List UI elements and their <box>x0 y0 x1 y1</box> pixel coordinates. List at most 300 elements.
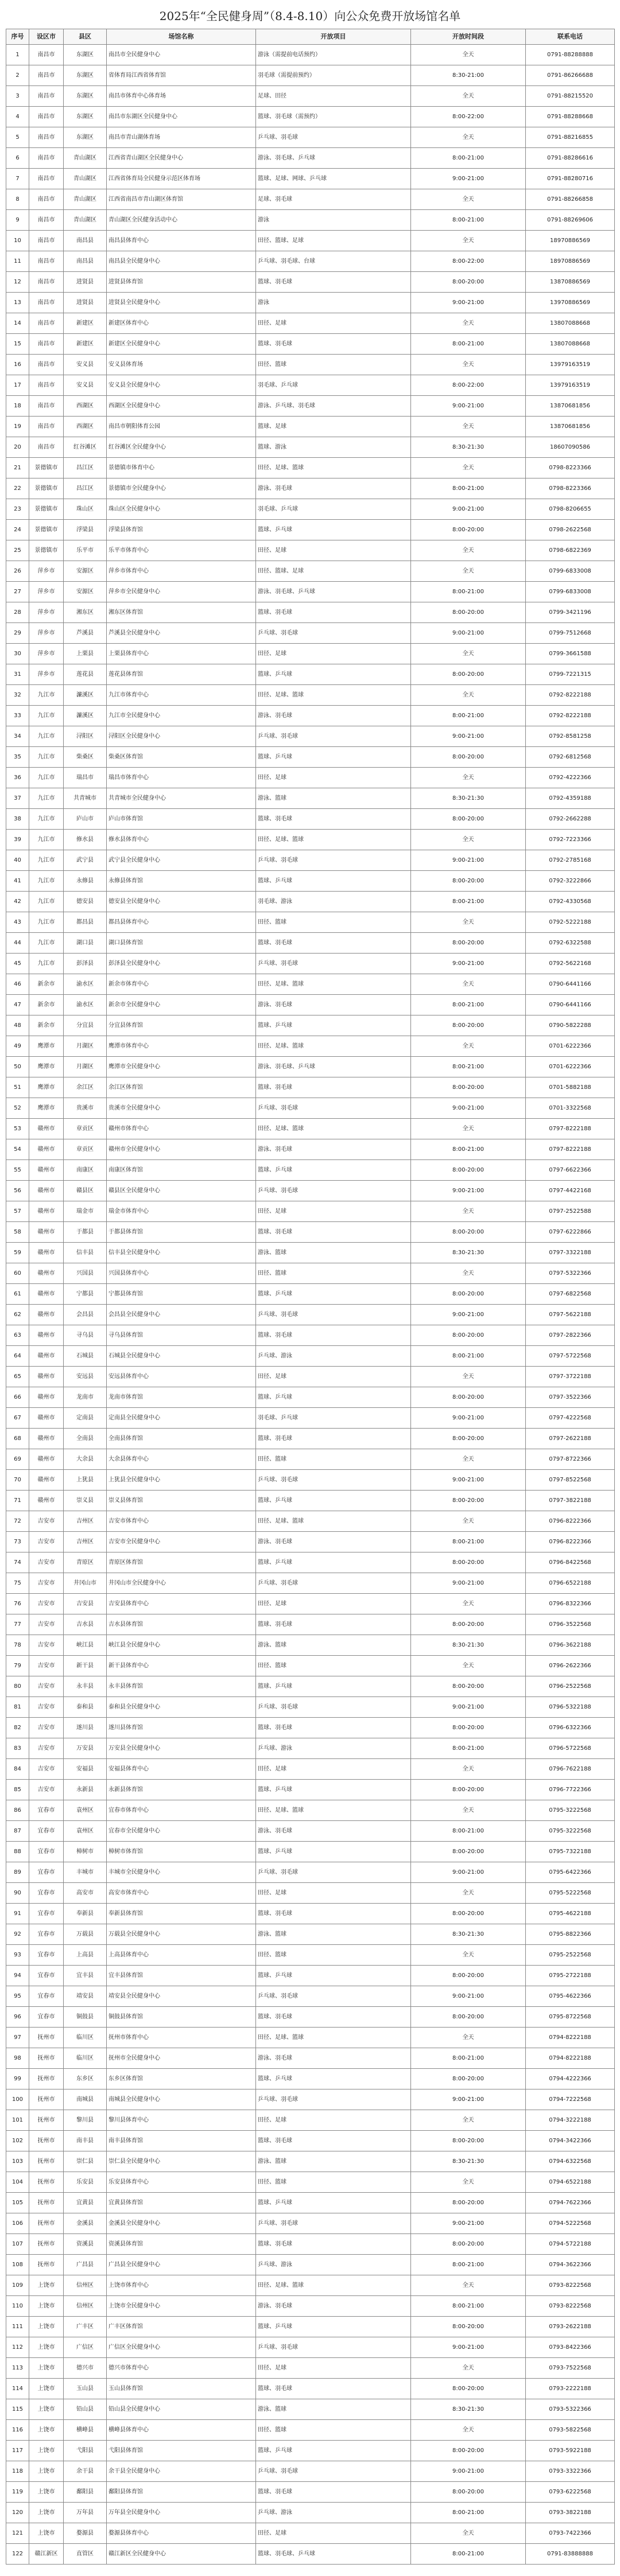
cell-hours: 8:30-21:30 <box>411 2399 526 2420</box>
cell-city: 南昌市 <box>29 396 64 417</box>
cell-hours: 8:00-20:00 <box>411 2317 526 2337</box>
cell-district: 武宁县 <box>64 850 107 871</box>
cell-index: 32 <box>6 685 29 706</box>
cell-index: 20 <box>6 437 29 458</box>
cell-phone: 0794-3622366 <box>526 2255 615 2275</box>
cell-district: 靖安县 <box>64 1986 107 2007</box>
cell-district: 青山湖区 <box>64 210 107 231</box>
cell-venue: 庐山市体育馆 <box>107 809 256 830</box>
table-row <box>6 664 615 685</box>
cell-venue: 广信区全民健身中心 <box>107 2337 256 2358</box>
cell-hours: 8:00-20:00 <box>411 1491 526 1511</box>
cell-hours: 9:00-21:00 <box>411 1098 526 1119</box>
cell-index: 6 <box>6 148 29 169</box>
cell-venue: 信丰县全民健身中心 <box>107 1243 256 1263</box>
cell-hours: 8:00-21:00 <box>411 148 526 169</box>
table-row <box>6 1986 615 2007</box>
table-row <box>6 458 615 478</box>
cell-items: 乒乓球、羽毛球 <box>256 1470 411 1491</box>
cell-venue: 赣县区全民健身中心 <box>107 1181 256 1201</box>
cell-items: 田径、篮球 <box>256 355 411 375</box>
cell-phone: 0795-5222568 <box>526 1883 615 1904</box>
cell-city: 景德镇市 <box>29 458 64 478</box>
cell-index: 63 <box>6 1325 29 1346</box>
table-row <box>6 933 615 954</box>
cell-index: 120 <box>6 2503 29 2523</box>
cell-district: 铅山县 <box>64 2399 107 2420</box>
table-row <box>6 1181 615 1201</box>
cell-hours: 8:00-20:00 <box>411 1077 526 1098</box>
table-row <box>6 768 615 788</box>
table-row <box>6 1263 615 1284</box>
cell-venue: 万年县全民健身中心 <box>107 2503 256 2523</box>
cell-hours: 全天 <box>411 458 526 478</box>
cell-venue: 修水县体育中心 <box>107 830 256 850</box>
cell-items: 田径、足球、篮球 <box>256 1800 411 1821</box>
table-row <box>6 747 615 768</box>
table-row <box>6 1119 615 1139</box>
table-row <box>6 499 615 520</box>
cell-city: 赣江新区 <box>29 2544 64 2565</box>
table-row <box>6 189 615 210</box>
cell-district: 宜丰县 <box>64 1966 107 1986</box>
cell-hours: 全天 <box>411 912 526 933</box>
cell-phone: 0796-2522568 <box>526 1676 615 1697</box>
table-row <box>6 1924 615 1945</box>
cell-venue: 铜鼓县体育馆 <box>107 2007 256 2028</box>
table-row <box>6 1429 615 1449</box>
cell-hours: 8:30-21:30 <box>411 2151 526 2172</box>
cell-index: 47 <box>6 995 29 1015</box>
table-row <box>6 1883 615 1904</box>
cell-index: 42 <box>6 892 29 912</box>
table-row <box>6 1201 615 1222</box>
cell-district: 东湖区 <box>64 127 107 148</box>
cell-hours: 9:00-21:00 <box>411 850 526 871</box>
cell-city: 新余市 <box>29 995 64 1015</box>
table-row <box>6 2441 615 2461</box>
cell-index: 53 <box>6 1119 29 1139</box>
cell-hours: 8:00-20:00 <box>411 2069 526 2089</box>
table-row <box>6 1057 615 1077</box>
cell-hours: 全天 <box>411 1201 526 1222</box>
cell-district: 月湖区 <box>64 1036 107 1057</box>
cell-index: 92 <box>6 1924 29 1945</box>
cell-district: 珠山区 <box>64 499 107 520</box>
cell-phone: 0792-4222366 <box>526 768 615 788</box>
table-row <box>6 1966 615 1986</box>
cell-items: 篮球、羽毛球 <box>256 1222 411 1243</box>
cell-items: 游泳、羽毛球 <box>256 2296 411 2317</box>
table-row <box>6 1573 615 1594</box>
cell-city: 抚州市 <box>29 2089 64 2110</box>
cell-items: 田径、足球 <box>256 2523 411 2544</box>
cell-city: 吉安市 <box>29 1635 64 1656</box>
cell-district: 万安县 <box>64 1738 107 1759</box>
table-row <box>6 1738 615 1759</box>
cell-phone: 0791-88288668 <box>526 107 615 127</box>
cell-district: 德兴市 <box>64 2358 107 2379</box>
cell-city: 南昌市 <box>29 86 64 107</box>
cell-items: 游泳、篮球 <box>256 2151 411 2172</box>
cell-hours: 8:00-21:00 <box>411 1532 526 1552</box>
table-row <box>6 1367 615 1387</box>
table-body <box>6 45 615 2565</box>
cell-district: 南昌县 <box>64 251 107 272</box>
cell-hours: 9:00-21:00 <box>411 1862 526 1883</box>
cell-items: 田径、篮球、足球 <box>256 231 411 251</box>
cell-district: 吉水县 <box>64 1614 107 1635</box>
cell-items: 篮球、羽毛球 <box>256 272 411 293</box>
cell-hours: 全天 <box>411 644 526 664</box>
cell-hours: 全天 <box>411 685 526 706</box>
cell-index: 119 <box>6 2482 29 2503</box>
cell-venue: 樟树市体育馆 <box>107 1842 256 1862</box>
cell-index: 104 <box>6 2172 29 2193</box>
cell-index: 44 <box>6 933 29 954</box>
cell-items: 篮球、羽毛球 <box>256 2234 411 2255</box>
cell-items: 篮球、乒乓球 <box>256 1552 411 1573</box>
cell-phone: 13979163519 <box>526 375 615 396</box>
cell-index: 9 <box>6 210 29 231</box>
cell-district: 万年县 <box>64 2503 107 2523</box>
cell-index: 2 <box>6 65 29 86</box>
cell-index: 29 <box>6 623 29 644</box>
cell-city: 上饶市 <box>29 2523 64 2544</box>
table-row <box>6 1222 615 1243</box>
cell-district: 青原区 <box>64 1552 107 1573</box>
cell-city: 吉安市 <box>29 1780 64 1800</box>
cell-venue: 井冈山市全民健身中心 <box>107 1573 256 1594</box>
cell-venue: 宜春市全民健身中心 <box>107 1821 256 1842</box>
table-row <box>6 127 615 148</box>
cell-index: 35 <box>6 747 29 768</box>
cell-items: 乒乓球、羽毛球 <box>256 2213 411 2234</box>
table-row <box>6 2275 615 2296</box>
cell-phone: 0794-6522188 <box>526 2172 615 2193</box>
cell-index: 52 <box>6 1098 29 1119</box>
cell-phone: 0799-3421196 <box>526 602 615 623</box>
cell-items: 篮球、羽毛球 <box>256 1718 411 1738</box>
cell-phone: 0795-3222568 <box>526 1821 615 1842</box>
cell-hours: 全天 <box>411 313 526 334</box>
table-row <box>6 2089 615 2110</box>
table-row <box>6 437 615 458</box>
cell-items: 田径、篮球 <box>256 1449 411 1470</box>
cell-city: 九江市 <box>29 788 64 809</box>
cell-hours: 8:00-21:00 <box>411 1139 526 1160</box>
table-row <box>6 1904 615 1924</box>
cell-district: 南城县 <box>64 2089 107 2110</box>
table-row <box>6 1325 615 1346</box>
table-row <box>6 1015 615 1036</box>
cell-city: 宜春市 <box>29 1945 64 1966</box>
cell-phone: 0794-8222188 <box>526 2048 615 2069</box>
cell-items: 田径、足球 <box>256 540 411 561</box>
cell-venue: 于都县体育馆 <box>107 1222 256 1243</box>
table-row <box>6 2317 615 2337</box>
cell-items: 篮球、乒乓球 <box>256 1387 411 1408</box>
cell-hours: 8:00-20:00 <box>411 664 526 685</box>
cell-items: 篮球、乒乓球 <box>256 871 411 892</box>
cell-index: 17 <box>6 375 29 396</box>
cell-index: 94 <box>6 1966 29 1986</box>
cell-city: 抚州市 <box>29 2234 64 2255</box>
cell-venue: 江西省青山湖区全民健身中心 <box>107 148 256 169</box>
cell-hours: 全天 <box>411 830 526 850</box>
cell-district: 浮梁县 <box>64 520 107 540</box>
cell-venue: 金溪县全民健身中心 <box>107 2213 256 2234</box>
table-row <box>6 2110 615 2131</box>
cell-phone: 0701-3322568 <box>526 1098 615 1119</box>
cell-city: 景德镇市 <box>29 499 64 520</box>
table-row <box>6 1697 615 1718</box>
cell-city: 赣州市 <box>29 1449 64 1470</box>
table-row <box>6 892 615 912</box>
table-row <box>6 2482 615 2503</box>
cell-hours: 8:30-21:30 <box>411 788 526 809</box>
cell-phone: 0792-4359188 <box>526 788 615 809</box>
cell-phone: 0797-8222188 <box>526 1119 615 1139</box>
cell-district: 南康区 <box>64 1160 107 1181</box>
cell-hours: 8:00-21:00 <box>411 334 526 355</box>
cell-phone: 0793-3322366 <box>526 2461 615 2482</box>
cell-hours: 8:00-20:00 <box>411 2007 526 2028</box>
cell-venue: 会昌县全民健身中心 <box>107 1305 256 1325</box>
table-row <box>6 1780 615 1800</box>
cell-district: 全南县 <box>64 1429 107 1449</box>
cell-hours: 全天 <box>411 417 526 437</box>
cell-district: 广丰区 <box>64 2317 107 2337</box>
cell-index: 34 <box>6 726 29 747</box>
cell-venue: 吉安县体育中心 <box>107 1594 256 1614</box>
cell-venue: 泰和县全民健身中心 <box>107 1697 256 1718</box>
cell-phone: 0795-7322188 <box>526 1842 615 1862</box>
cell-hours: 全天 <box>411 1511 526 1532</box>
header-hours: 开放时间段 <box>411 29 526 45</box>
cell-items: 游泳、羽毛球、乒乓球 <box>256 582 411 602</box>
table-row <box>6 582 615 602</box>
cell-district: 直管区 <box>64 2544 107 2565</box>
header-city: 设区市 <box>29 29 64 45</box>
cell-venue: 南城县全民健身中心 <box>107 2089 256 2110</box>
table-row <box>6 726 615 747</box>
table-row <box>6 1491 615 1511</box>
table-row <box>6 1532 615 1552</box>
table-row <box>6 2461 615 2482</box>
cell-hours: 9:00-21:00 <box>411 2213 526 2234</box>
cell-city: 吉安市 <box>29 1614 64 1635</box>
cell-city: 九江市 <box>29 912 64 933</box>
cell-phone: 0797-5722568 <box>526 1346 615 1367</box>
cell-items: 乒乓球、羽毛球 <box>256 850 411 871</box>
cell-venue: 江西省南昌市青山湖区体育馆 <box>107 189 256 210</box>
cell-index: 82 <box>6 1718 29 1738</box>
cell-items: 乒乓球、游泳 <box>256 1738 411 1759</box>
cell-items: 篮球、乒乓球 <box>256 1160 411 1181</box>
cell-items: 游泳、羽毛球 <box>256 1139 411 1160</box>
cell-city: 赣州市 <box>29 1160 64 1181</box>
cell-venue: 南昌县体育中心 <box>107 231 256 251</box>
cell-index: 22 <box>6 478 29 499</box>
cell-city: 赣州市 <box>29 1222 64 1243</box>
page-title: 2025年“全民健身周”（8.4-8.10）向公众免费开放场馆名单 <box>159 9 461 23</box>
cell-index: 14 <box>6 313 29 334</box>
cell-district: 昌江区 <box>64 478 107 499</box>
cell-hours: 8:00-20:00 <box>411 1387 526 1408</box>
cell-phone: 0794-7622366 <box>526 2193 615 2213</box>
cell-index: 113 <box>6 2358 29 2379</box>
cell-district: 西湖区 <box>64 417 107 437</box>
cell-items: 篮球、羽毛球 <box>256 602 411 623</box>
cell-city: 九江市 <box>29 954 64 974</box>
cell-city: 九江市 <box>29 685 64 706</box>
cell-district: 永丰县 <box>64 1676 107 1697</box>
cell-city: 赣州市 <box>29 1346 64 1367</box>
cell-district: 余干县 <box>64 2461 107 2482</box>
cell-phone: 0793-8222568 <box>526 2296 615 2317</box>
table-row <box>6 396 615 417</box>
cell-city: 鹰潭市 <box>29 1077 64 1098</box>
cell-index: 26 <box>6 561 29 582</box>
cell-index: 60 <box>6 1263 29 1284</box>
cell-venue: 赣州市全民健身中心 <box>107 1139 256 1160</box>
cell-items: 田径、篮球 <box>256 1656 411 1676</box>
cell-phone: 0792-6322588 <box>526 933 615 954</box>
table-row <box>6 2069 615 2089</box>
cell-district: 章贡区 <box>64 1139 107 1160</box>
cell-phone: 0796-2622366 <box>526 1656 615 1676</box>
cell-venue: 红谷滩区全民健身中心 <box>107 437 256 458</box>
cell-venue: 新建区全民健身中心 <box>107 334 256 355</box>
cell-items: 篮球、足球、网球、乒乓球 <box>256 169 411 189</box>
cell-city: 宜春市 <box>29 1821 64 1842</box>
cell-venue: 吉水县体育馆 <box>107 1614 256 1635</box>
cell-district: 崇仁县 <box>64 2151 107 2172</box>
cell-phone: 0796-6522188 <box>526 1573 615 1594</box>
cell-index: 74 <box>6 1552 29 1573</box>
cell-city: 九江市 <box>29 747 64 768</box>
cell-city: 吉安市 <box>29 1552 64 1573</box>
cell-phone: 0794-6322568 <box>526 2151 615 2172</box>
cell-items: 篮球、羽毛球 <box>256 2007 411 2028</box>
cell-items: 田径、足球、篮球 <box>256 685 411 706</box>
cell-district: 上高县 <box>64 1945 107 1966</box>
cell-district: 安远县 <box>64 1367 107 1387</box>
cell-venue: 丰城市全民健身中心 <box>107 1862 256 1883</box>
cell-city: 南昌市 <box>29 189 64 210</box>
cell-city: 赣州市 <box>29 1387 64 1408</box>
cell-items: 田径、足球、篮球 <box>256 458 411 478</box>
cell-hours: 8:00-20:00 <box>411 747 526 768</box>
cell-hours: 8:00-21:00 <box>411 2544 526 2565</box>
cell-city: 萍乡市 <box>29 623 64 644</box>
cell-phone: 0792-3222866 <box>526 871 615 892</box>
cell-phone: 0792-8581258 <box>526 726 615 747</box>
table-row <box>6 809 615 830</box>
cell-city: 九江市 <box>29 892 64 912</box>
cell-city: 抚州市 <box>29 2048 64 2069</box>
cell-phone: 0796-7722366 <box>526 1780 615 1800</box>
cell-index: 100 <box>6 2089 29 2110</box>
cell-venue: 余江区体育馆 <box>107 1077 256 1098</box>
cell-index: 102 <box>6 2131 29 2151</box>
cell-phone: 0797-5322366 <box>526 1263 615 1284</box>
cell-city: 吉安市 <box>29 1718 64 1738</box>
cell-district: 南昌县 <box>64 231 107 251</box>
cell-city: 鹰潭市 <box>29 1036 64 1057</box>
table-row <box>6 2048 615 2069</box>
cell-items: 游泳、羽毛球 <box>256 2048 411 2069</box>
cell-index: 54 <box>6 1139 29 1160</box>
cell-items: 田径、足球 <box>256 313 411 334</box>
cell-items: 游泳、乒乓球、羽毛球 <box>256 396 411 417</box>
cell-hours: 8:00-20:00 <box>411 1904 526 1924</box>
cell-venue: 江西省体育局全民健身示范区体育场 <box>107 169 256 189</box>
cell-hours: 8:00-20:00 <box>411 272 526 293</box>
cell-venue: 安远县体育中心 <box>107 1367 256 1387</box>
cell-district: 东湖区 <box>64 107 107 127</box>
cell-hours: 8:30-21:30 <box>411 1635 526 1656</box>
cell-phone: 18970886569 <box>526 231 615 251</box>
cell-city: 宜春市 <box>29 1986 64 2007</box>
cell-index: 11 <box>6 251 29 272</box>
cell-venue: 贵溪市全民健身中心 <box>107 1098 256 1119</box>
cell-phone: 0797-3822188 <box>526 1491 615 1511</box>
cell-items: 篮球、羽毛球 <box>256 334 411 355</box>
cell-district: 井冈山市 <box>64 1573 107 1594</box>
cell-venue: 崇义县体育馆 <box>107 1491 256 1511</box>
cell-hours: 8:00-21:00 <box>411 478 526 499</box>
cell-hours: 全天 <box>411 189 526 210</box>
cell-phone: 0797-3322188 <box>526 1243 615 1263</box>
cell-index: 80 <box>6 1676 29 1697</box>
cell-district: 大余县 <box>64 1449 107 1470</box>
cell-district: 于都县 <box>64 1222 107 1243</box>
cell-city: 景德镇市 <box>29 478 64 499</box>
cell-venue: 宜丰县体育馆 <box>107 1966 256 1986</box>
cell-index: 114 <box>6 2379 29 2399</box>
cell-venue: 新建区体育中心 <box>107 313 256 334</box>
cell-index: 33 <box>6 706 29 726</box>
cell-phone: 0791-83888888 <box>526 2544 615 2565</box>
cell-hours: 全天 <box>411 1656 526 1676</box>
cell-items: 篮球、乒乓球 <box>256 1842 411 1862</box>
cell-district: 袁州区 <box>64 1800 107 1821</box>
cell-hours: 9:00-21:00 <box>411 2461 526 2482</box>
cell-hours: 8:00-20:00 <box>411 1614 526 1635</box>
cell-index: 69 <box>6 1449 29 1470</box>
cell-city: 九江市 <box>29 726 64 747</box>
table-row <box>6 251 615 272</box>
cell-items: 田径、足球、篮球 <box>256 1511 411 1532</box>
cell-venue: 景德镇市全民健身中心 <box>107 478 256 499</box>
cell-city: 南昌市 <box>29 334 64 355</box>
cell-venue: 铅山县全民健身中心 <box>107 2399 256 2420</box>
cell-district: 东乡区 <box>64 2069 107 2089</box>
cell-venue: 进贤县全民健身中心 <box>107 293 256 313</box>
cell-index: 81 <box>6 1697 29 1718</box>
table-row <box>6 2007 615 2028</box>
cell-hours: 8:00-21:00 <box>411 210 526 231</box>
cell-district: 新建区 <box>64 313 107 334</box>
cell-venue: 鹰潭市体育中心 <box>107 1036 256 1057</box>
cell-index: 18 <box>6 396 29 417</box>
table-row <box>6 685 615 706</box>
cell-city: 抚州市 <box>29 2213 64 2234</box>
cell-items: 田径、篮球 <box>256 2420 411 2441</box>
cell-phone: 0791-88288888 <box>526 45 615 65</box>
